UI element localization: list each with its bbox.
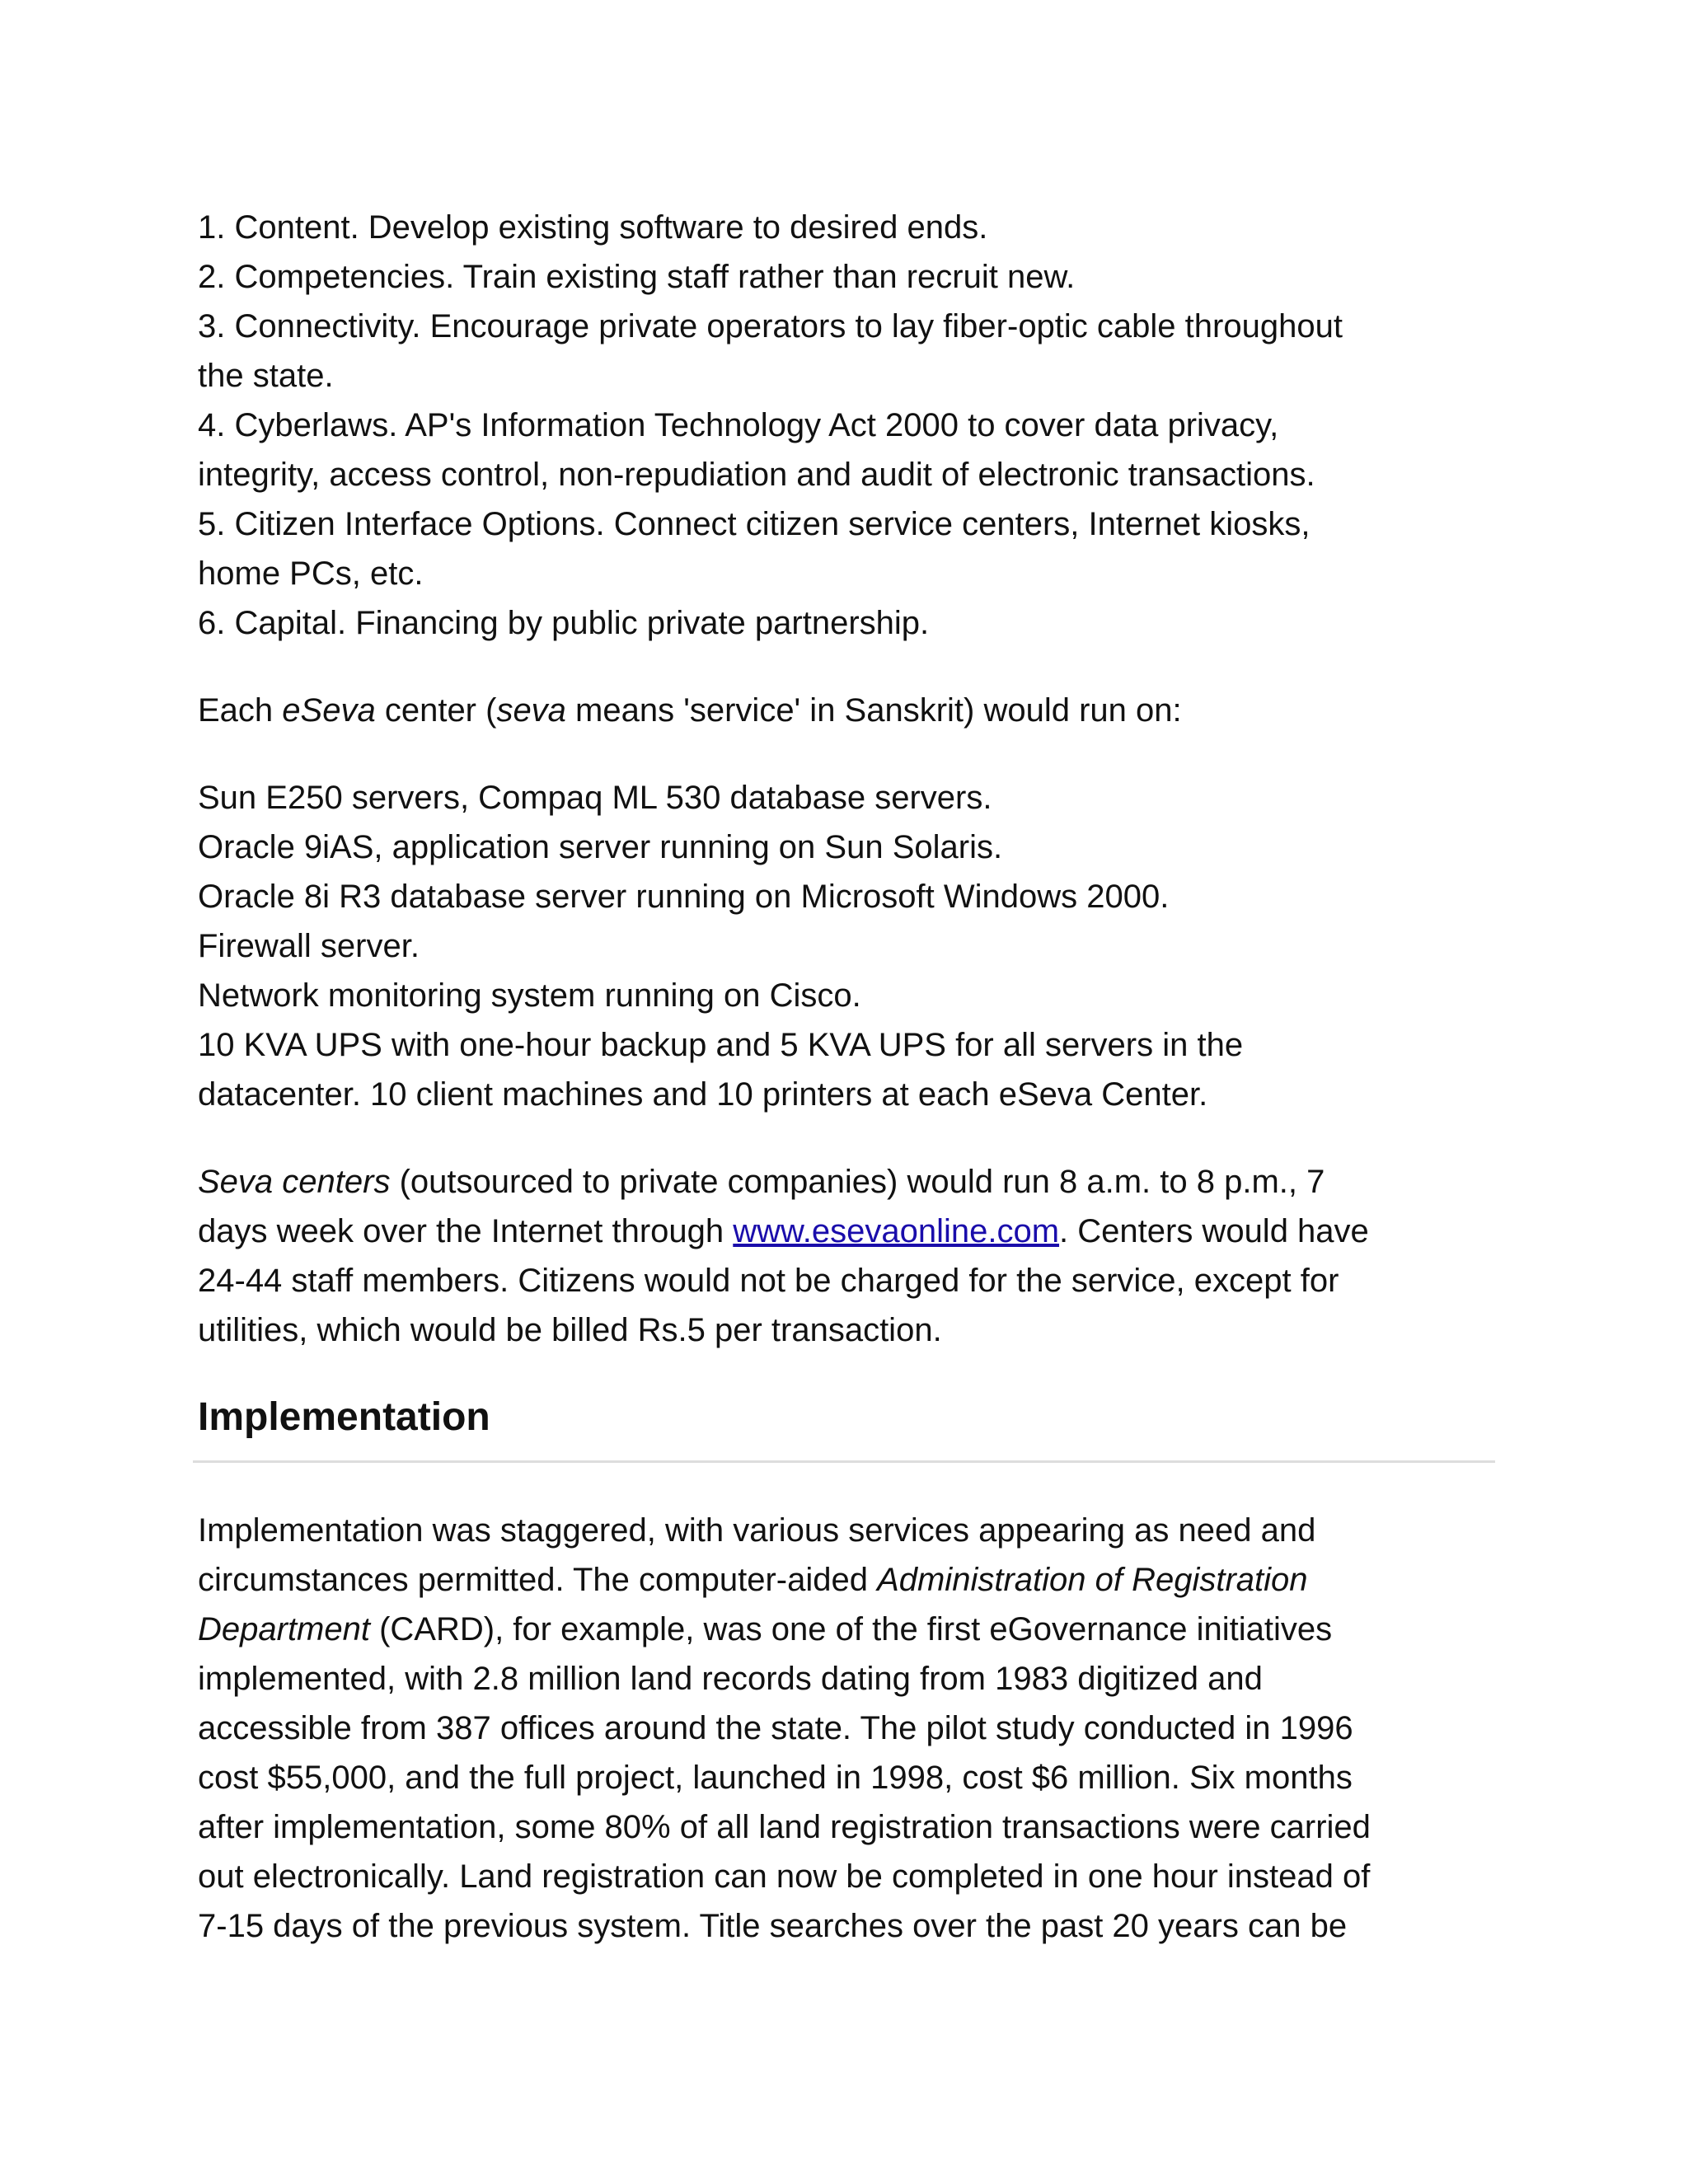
impl-line8: out electronically. Land registration can now be completed in one hour instead of — [198, 1858, 1371, 1895]
centers-line4: utilities, which would be billed Rs.5 per transaction. — [198, 1312, 942, 1348]
tech-specs — [198, 773, 1500, 1119]
centers-line2-post: . Centers would have — [1059, 1213, 1369, 1249]
impl-line2-italic: Administration of Registration — [877, 1562, 1308, 1598]
impl-line1: Implementation was staggered, with various services appearing as need and — [198, 1512, 1316, 1549]
eseva-term: eSeva — [282, 692, 376, 729]
eseva-intro-pre: Each — [198, 692, 283, 729]
spec-db-server: Oracle 8i R3 database server running on Microsoft Windows 2000. — [198, 879, 1170, 915]
list-item-cyberlaws-line1: 4. Cyberlaws. AP's Information Technology Act 2000 to cover data privacy, — [198, 407, 1279, 443]
document-body — [198, 203, 1500, 1951]
seva-centers-paragraph — [198, 1157, 1500, 1355]
esevaonline-link[interactable]: www.esevaonline.com — [733, 1213, 1060, 1249]
eseva-intro-post: means 'service' in Sanskrit) would run on: — [565, 692, 1182, 729]
list-item-cyberlaws-line2: integrity, access control, non-repudiation and audit of electronic transactions. — [198, 457, 1315, 493]
spec-ups-line2: datacenter. 10 client machines and 10 printers at each eSeva Center. — [198, 1076, 1208, 1113]
impl-line9: 7-15 days of the previous system. Title searches over the past 20 years can be — [198, 1908, 1348, 1944]
seva-centers-term: Seva centers — [198, 1164, 391, 1200]
centers-line2 — [198, 1207, 1500, 1256]
impl-line4: implemented, with 2.8 million land records dating from 1983 digitized and — [198, 1661, 1263, 1697]
centers-line1 — [198, 1157, 1500, 1207]
list-item-citizen-interface-line2: home PCs, etc. — [198, 555, 424, 592]
centers-line3: 24-44 staff members. Citizens would not be charged for the service, except for — [198, 1263, 1339, 1299]
impl-line7: after implementation, some 80% of all land registration transactions were carried — [198, 1809, 1371, 1845]
list-item-content: 1. Content. Develop existing software to desired ends. — [198, 209, 988, 246]
list-item-connectivity-line2: the state. — [198, 358, 334, 394]
initiatives-list — [198, 203, 1500, 648]
seva-term: seva — [496, 692, 566, 729]
impl-line3 — [198, 1605, 1500, 1654]
section-divider — [193, 1460, 1495, 1463]
spec-network-monitoring: Network monitoring system running on Cisco. — [198, 977, 861, 1014]
implementation-heading: Implementation — [198, 1395, 490, 1439]
eseva-intro-line — [198, 686, 1500, 735]
centers-line2-pre: days week over the Internet through — [198, 1213, 734, 1249]
list-item-competencies: 2. Competencies. Train existing staff rather than recruit new. — [198, 259, 1076, 295]
impl-line2 — [198, 1555, 1500, 1605]
eseva-intro-paragraph — [198, 686, 1500, 735]
impl-line2-pre: circumstances permitted. The computer-aided — [198, 1562, 878, 1598]
impl-line5: accessible from 387 offices around the state. The pilot study conducted in 1996 — [198, 1710, 1353, 1746]
spec-servers: Sun E250 servers, Compaq ML 530 database servers. — [198, 780, 992, 816]
list-item-connectivity-line1: 3. Connectivity. Encourage private operators to lay fiber-optic cable throughout — [198, 308, 1343, 344]
centers-line1-rest: (outsourced to private companies) would run 8 a.m. to 8 p.m., 7 — [390, 1164, 1325, 1200]
list-item-citizen-interface-line1: 5. Citizen Interface Options. Connect citizen service centers, Internet kiosks, — [198, 506, 1311, 542]
eseva-intro-mid: center ( — [375, 692, 497, 729]
spec-app-server: Oracle 9iAS, application server running on Sun Solaris. — [198, 829, 1003, 865]
impl-line3-italic: Department — [198, 1611, 370, 1647]
impl-line3-rest: (CARD), for example, was one of the first eGovernance initiatives — [369, 1611, 1333, 1647]
implementation-paragraph — [198, 1506, 1500, 1951]
spec-ups-line1: 10 KVA UPS with one-hour backup and 5 KVA UPS for all servers in the — [198, 1027, 1244, 1063]
impl-line6: cost $55,000, and the full project, launched in 1998, cost $6 million. Six months — [198, 1760, 1353, 1796]
spec-firewall: Firewall server. — [198, 928, 420, 964]
list-item-capital: 6. Capital. Financing by public private partnership. — [198, 605, 930, 641]
